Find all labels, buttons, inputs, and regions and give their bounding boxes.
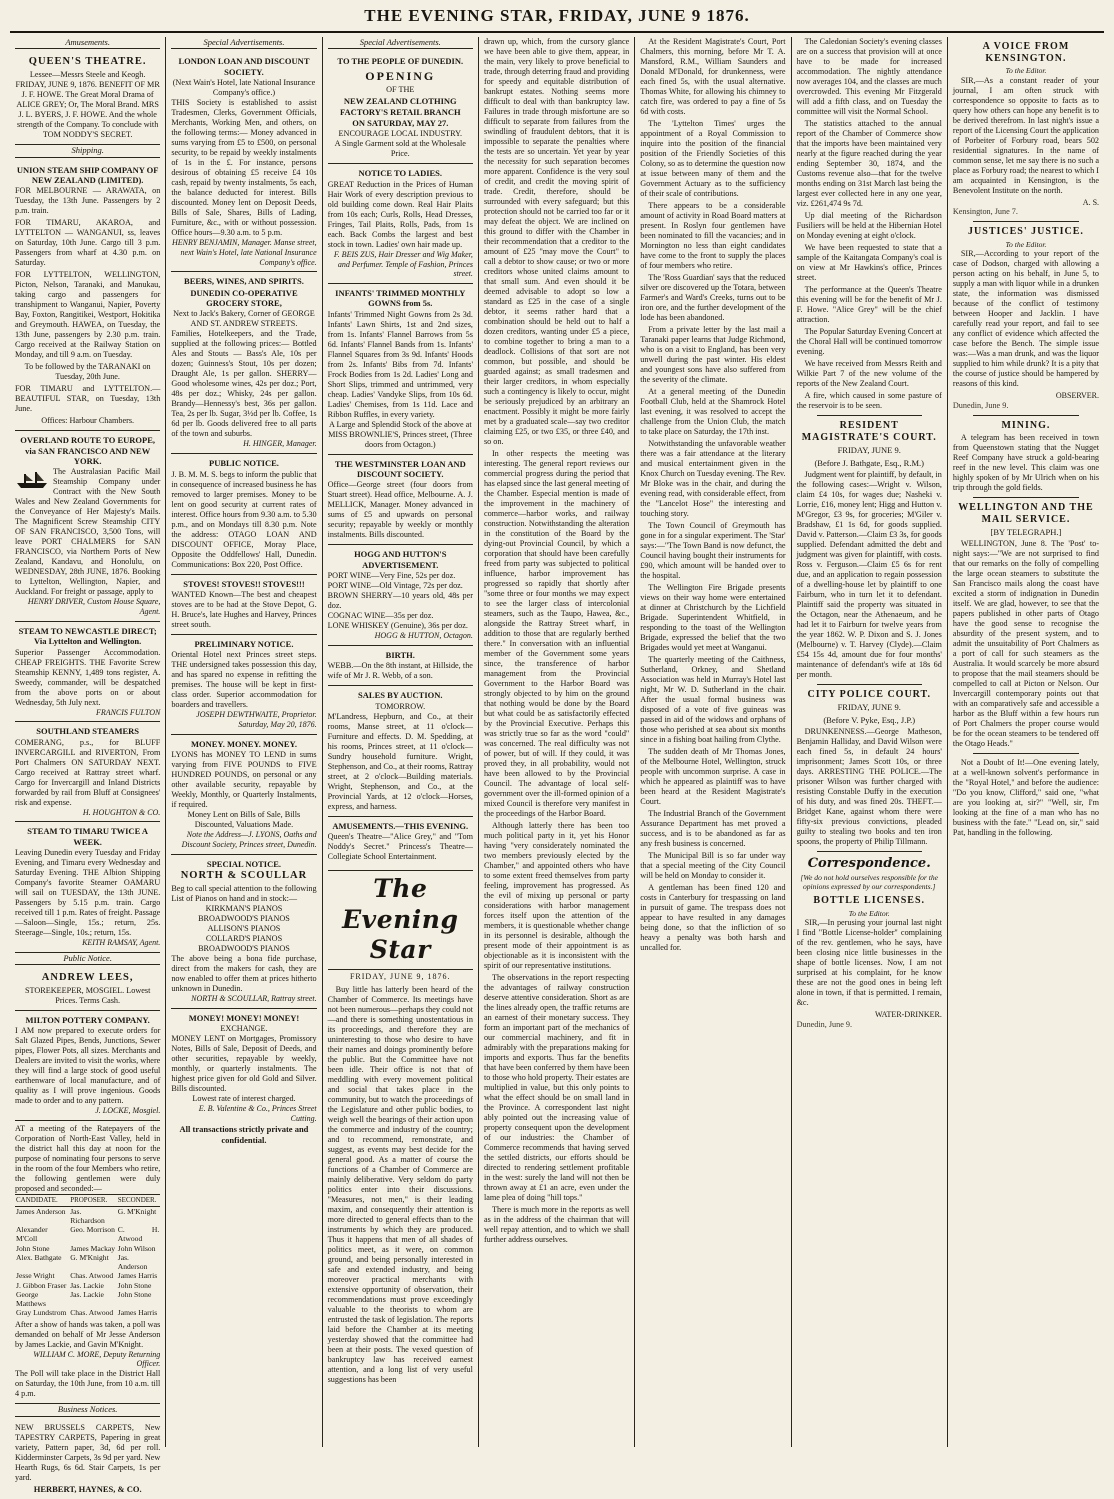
- ad-body: MONEY LENT on Mortgages, Promissory Notes, Bills of Sale, Deposit of Deeds, and other securities, repayable by weekly, monthly, or quarterly instalments. The highest price given for old Gold and Silver. Bills discounted.: [171, 1033, 317, 1093]
- ad-body: NEW ZEALAND CLOTHING FACTORY'S RETAIL BRANCH: [339, 96, 461, 117]
- letter-to: To the Editor.: [1005, 239, 1047, 249]
- news-item: At the Resident Magistrate's Court, Port Chalmers, this morning, before Mr T. A. Mansford, R.M., William Saunders and Donald M'Donald, for drunkenness, were each fined 5s, with the usual alternative. Thomas White, for allowing his chimney to catch fire, was ordered to pay a fine of 5s 6d with costs.: [640, 37, 786, 116]
- pianos-ad: [171, 855, 316, 1009]
- table-cell: C. H. Atwood: [117, 1225, 160, 1244]
- table-row: [15, 1225, 160, 1244]
- ad-title: TO THE PEOPLE OF DUNEDIN.: [337, 56, 464, 67]
- ladies-ad: [328, 164, 473, 284]
- ad-title: AMUSEMENTS.—THIS EVENING.: [332, 820, 469, 831]
- ad-body: Leaving Dunedin every Tuesday and Friday Evening, and Timaru every Wednesday and Saturday Evening. THE Albion Shipping Company's favorite Steamer OAMARU will sail on TUESDAY, the 13th JUNE. Passengers by 5.15 p.m. train. Cargo received till 1 p.m. Rates of freight. Passage—Saloon—Single, 15s.; return, 25s. Steerage—Single, 10s.; return, 15s.: [15, 848, 161, 938]
- letter-date: Dunedin, June 9.: [952, 400, 1009, 410]
- table-cell: G. M'Knight: [117, 1206, 157, 1216]
- ad-title: ANDREW LEES,: [41, 972, 134, 984]
- clothing-factory-ad: [328, 52, 473, 164]
- ad-body: ON SATURDAY, MAY 27.: [352, 118, 449, 129]
- court-before: (Before V. Pyke, Esq., J.P.): [823, 714, 916, 725]
- grocery-ad: [171, 272, 316, 454]
- news-item: A telegram has been received in town from Queenstown stating that the Nugget Reef Company have struck a gold-bearing reef in the new level. This claim was one highly spoken of by Mr Ulrich when on his trip through the gold fields.: [952, 432, 1100, 492]
- ad-body: M'Landress, Hepburn, and Co., at their rooms, Manse street, at 11 o'clock—Furniture and effects. D. M. Spedding, at his rooms, Princes street, at 11 o'clock—Sundry household furniture. Wright, Stephenson, and Co., at their rooms, Rattray street, at 2 o'clock—Building materials. Wright, Stephenson, and Co., at the Provincial Yards, at 12 o'clock—Horses, express, and harness.: [327, 711, 473, 811]
- section-header: Special Advertisements.: [171, 37, 316, 49]
- union-steam-ad: [15, 161, 160, 432]
- column-6: [792, 37, 948, 1447]
- table-cell: George Matthews: [16, 1289, 46, 1309]
- table-cell: Jas. Lackie: [70, 1280, 104, 1290]
- ad-title: STEAM TO TIMARU TWICE A WEEK.: [27, 826, 149, 847]
- ad-body: Oriental Hotel next Princes street steps. THE undersigned takes possession this day, and has spared no expense in refitting the premises. The house will be kept in first-class order. Superior accommodation for boarders and travellers.: [171, 650, 317, 710]
- public-notice-ad: [171, 454, 316, 574]
- court-heading: RESIDENT MAGISTRATE'S COURT.: [801, 420, 937, 444]
- ad-signature: FRANCIS FULTON: [95, 707, 161, 717]
- ad-title: THE WESTMINSTER LOAN AND DISCOUNT SOCIETY.: [334, 458, 466, 480]
- news-item: The 'Ross Guardian' says that the reduced silver ore discovered up the Totara, between Farmer's and Ward's Creeks, turns out to be iron ore, and the further development of the lode has been abandoned.: [640, 273, 786, 322]
- column-7: [948, 37, 1104, 1447]
- table-cell: John Stone: [16, 1243, 50, 1253]
- ad-body: Offices: Harbour Chambers.: [41, 416, 135, 426]
- masthead: [10, 6, 1104, 33]
- ad-body: After a show of hands was taken, a poll was demanded on behalf of Mr Jesse Anderson by James Lackie, and Gavin M'Knight.: [15, 1319, 161, 1349]
- column-3: [323, 37, 479, 1447]
- table-row: [15, 1308, 160, 1317]
- amusements-notice: [328, 817, 473, 866]
- divider: [973, 753, 1079, 754]
- divider: [973, 221, 1079, 222]
- stoves-ad: [171, 575, 316, 635]
- ad-signature: H. HOUGHTON & CO.: [82, 807, 161, 817]
- ratepayers-notice: [15, 1121, 160, 1404]
- ad-body: WEBB.—On the 8th instant, at Hillside, the wife of Mr J. R. Webb, of a son.: [327, 661, 473, 681]
- news-item: WELLINGTON, June 8. The 'Post' to-night says:—"We are not surprised to find that our remarks on the folly of compelling the large ocean steamers to substitute the San Francisco mails along the coast have excited a storm of indignation in Dunedin itself. We are glad, however, to see that the papers published in other parts of Otago have the good sense to recognise the absurdity of the present system, and to admit the unsuitability of Port Chalmers as a port of call for such steamers as the Australia. It would scarcely be more absurd to propose that the mail steamers should be compelled to call at Picton or Nelson. Our Invercargill contemporary points out that with an comparatively safe and accessible a harbor as the Bluff within a few hours run of Port Chalmers the proper course would be for the ocean steamers to be tendered off the Otago Heads.": [952, 539, 1100, 749]
- ad-body: STOREKEEPER, MOSGIEL. Lowest Prices. Terms Cash.: [24, 986, 151, 1006]
- letter-heading: A VOICE FROM KENSINGTON.: [982, 41, 1070, 65]
- news-item: Not a Doubt of It!—One evening lately, at a well-known solvent's performance in the "Royal Hotel," and before the audience: "Do you know, Clifford," said one, "what are you looking at, sir?" "Well, sir, I'm looking at the fine of a man who has no business with the fate." "Lead on, sir," said Pat, handling in the following.: [952, 758, 1100, 838]
- table-cell: Jas. Anderson: [117, 1252, 148, 1272]
- ad-body: I AM now prepared to execute orders for Salt Glazed Pipes, Bends, Junctions, Sewer pipes, Flower Pots, all sizes. Merchants and Dealers are invited to visit the works, where they will find a large stock of good useful earthenware of local manufacture, and of quality as I will prove ingenious. Goods made to order and to any pattern.: [15, 1026, 161, 1106]
- ad-signature: HENRY BENJAMIN, Manager. Manse street, next Wain's Hotel, late National Insurance Company's office.: [171, 238, 317, 267]
- ad-title: SPECIAL NOTICE.: [206, 858, 282, 869]
- hogg-hutton-ad: [328, 545, 473, 645]
- mining-heading: MINING.: [1001, 419, 1051, 431]
- ad-signature: JOSEPH DEWTHWAITE, Proprietor. Saturday, May 20, 1876.: [196, 710, 317, 729]
- ad-signature: NORTH & SCOULLAR, Rattray street.: [191, 993, 317, 1003]
- list-item: KIRKMAN'S PIANOS: [205, 903, 283, 913]
- preliminary-notice-ad: [171, 635, 316, 735]
- letter-signature: A. S.: [1082, 197, 1100, 207]
- letter-signature: OBSERVER.: [1055, 390, 1100, 400]
- divider: [817, 415, 922, 416]
- ad-body: ENCOURAGE LOCAL INDUSTRY.: [338, 129, 463, 139]
- birth-notice: [328, 646, 473, 686]
- section-header: Business Notices.: [15, 1404, 160, 1416]
- table-row: [15, 1253, 160, 1272]
- ad-body: FOR TIMARU, AKAROA, and LYTTELTON — WANGANUI, ss, leaves on Saturday, 10th June. Cargo till 3 p.m. Passengers from wharf at 4.30 p.m. on Saturday.: [15, 218, 161, 268]
- table-row: [15, 1206, 160, 1225]
- table-cell: Jas. Richardson: [70, 1206, 105, 1225]
- list-item: COLLARD'S PIANOS: [205, 933, 283, 943]
- court-before: (Before J. Bathgate, Esq., R.M.): [814, 457, 924, 468]
- ad-signature: HOGG & HUTTON, Octagon.: [374, 631, 473, 641]
- news-item: The Municipal Bill is so far under way that a special meeting of the City Council will be held on Monday to consider it.: [640, 851, 786, 880]
- table-cell: Alex. Bathgate: [16, 1252, 62, 1262]
- news-item: The Wellington Fire Brigade presents views on their way home were entertained at dinner at Christchurch by the Lichfield Brigade. Superintendent Whitfield, in responding to the toast of the Wellington Brigade, expressed the belief that the two Brigades would yet meet at Wanganui.: [640, 583, 786, 652]
- list-item: LONE WHISKEY (Genuine), 36s per doz.: [327, 621, 468, 631]
- ad-body: J. B. M. M. S. begs to inform the public that in consequence of increased business he has removed to larger premises. Money to be lent on good security at current rates of interest. Office hours from 9.30 a.m. to 5.30 p.m., and on Mondays till 8.30 p.m. Note the address: OTAGO LOAN AND DISCOUNT OFFICE, Moray Place, Opposite the Oddfellows' Hall, Dunedin. Communications: Box 220, Post Office.: [171, 469, 317, 569]
- column-4: [479, 37, 635, 1447]
- ad-body: NEW BRUSSELS CARPETS, New TAPESTRY CARPETS, Papering in great variety, Pattern paper, 3d, 6d per roll. Kidderminster Carpets, 3s 9d per yard. New Hearth Rugs, 6s 6d. Stair Carpets, 1s per yard.: [15, 1422, 161, 1482]
- ad-signature: KEITH RAMSAY, Agent.: [82, 938, 161, 948]
- letter-heading: JUSTICES' JUSTICE.: [968, 226, 1084, 238]
- ad-signature: HENRY DRIVER, Custom House Square, Agent.: [27, 597, 161, 617]
- list-item: COGNAC WINE—35s per doz.: [327, 611, 434, 621]
- ad-body: FOR TIMARU and LYTTELTON.— BEAUTIFUL STAR, on Tuesday, 13th June.: [15, 384, 161, 414]
- ad-title: NORTH & SCOULLAR: [180, 869, 308, 881]
- section-header: Shipping.: [15, 145, 160, 157]
- table-row: [15, 1271, 160, 1280]
- news-item: The performance at the Queen's Theatre this evening will be for the benefit of Mr J. F. Howe. "Alice Grey" will be the chief attraction.: [796, 285, 942, 324]
- court-date: FRIDAY, JUNE 9.: [837, 445, 901, 456]
- timaru-week-ad: [15, 822, 160, 952]
- list-item: PORT WINE—Old Vintage, 72s per doz.: [327, 581, 463, 591]
- money2-ad: [171, 1009, 316, 1151]
- columns: [10, 37, 1104, 1494]
- ad-title: OVERLAND ROUTE TO EUROPE, via SAN FRANCISCO AND NEW YORK.: [20, 435, 156, 466]
- ad-title: INFANTS' TRIMMED MONTHLY GOWNS from 5s.: [335, 288, 466, 309]
- table-header: SECONDER.: [117, 1195, 161, 1207]
- table-cell: James Harris: [117, 1271, 158, 1281]
- divider: [817, 684, 922, 685]
- court-report: DRUNKENNESS.—George Matheson, Benjamin Halliday, and David Wilson were each fined 5s, in default 24 hours' imprisonment; James Scott 10s, or three days. ARRESTING THE POLICE.—The prisoner Wilson was further charged with resisting Constable Duffy in the execution of his duty, and was fined 20s. THEFT.—Bridget Kane, against whom there were fifty-six previous convictions, pleaded guilty to stealing two books and ten iron spoons, the property of Philip Tillmann.: [796, 727, 942, 846]
- article-paragraph: Although latterly there has been too much political party in it, yet his Honor having "very considerately nominated the two members previously elected by the Chamber," and appointed others who have to some extent freed themselves from party feeling, improvement has progressed. As the evil of mixing up personal or party considerations with harbor management forces itself upon the attention of the members, it is questionable whether change in its personnel is desirable, although the present mode of their appointment is as objectionable as it is inconsistent with the spirit of our representative institutions.: [483, 821, 630, 970]
- news-item: There appears to be a considerable amount of activity in Road Board matters at present. In Roslyn four gentlemen have been nominated to fill the vacancies; and in Mornington no less than eight candidates have come to the front to supply the places of four members who retire.: [640, 201, 786, 270]
- ad-body: Next to Jack's Bakery, Corner of GEORGE AND ST. ANDREW STREETS.: [173, 309, 315, 329]
- news-item: Up dial meeting of the Richardson Fusiliers will be held at the Hibernian Hotel on Monday evening at eight o'clock.: [796, 211, 942, 240]
- ad-title: SOUTHLAND STEAMERS: [36, 726, 140, 737]
- news-item: The statistics attached to the annual report of the Chamber of Commerce show that the imports have been maintained very nearly at the figure reached during the year ending September 30, 1874, and the Customs revenue also—that for the twelve months ending on 31st March last being the largest ever collected here in any one year, viz. £261,474 9s 7d.: [796, 119, 942, 208]
- ad-title: LONDON LOAN AND DISCOUNT SOCIETY.: [178, 56, 310, 77]
- letter-heading: BOTTLE LICENSES.: [813, 895, 926, 907]
- list-item: PORT WINE—Very Fine, 52s per doz.: [327, 571, 456, 581]
- letter-signature: WATER-DRINKER.: [874, 1009, 942, 1019]
- dateline: FRIDAY, JUNE 9, 1876.: [349, 971, 451, 981]
- ad-body: Lessee—Messrs Steele and Keogh. FRIDAY, JUNE 9, 1876. BENEFIT OF MR J. F. HOWE. The Great Moral Drama of ALICE GREY; Or, The Moral Brand. MRS J. L. BYERS, J. F. HOWE. And the whole strength of the Company. To conclude with TOM NODDY'S SECRET.: [15, 70, 160, 140]
- ad-signature: F. BEIS ZUS, Hair Dresser and Wig Maker, and Perfumer. Temple of Fashion, Princes street.: [333, 249, 473, 279]
- newspaper-nameplate: The Evening Star: [328, 870, 473, 970]
- table-header: CANDIDATE.: [15, 1195, 69, 1207]
- article-paragraph: Buy little has latterly been heard of the Chamber of Commerce. Its meetings have not been numerous—perhaps they could not—and there is something unostentatious in its proceedings, and therefore they are uninteresting to those who desire to have their names and doings prominently before the public. But the Committee have not been idle. Their office is not that of meddling with every movement political and social that takes place in the community, but to watch the proceedings of the Legislature and other public bodies, to weigh well the bearings of their action upon the commerce and industry of the country; and to recommend, remonstrate, and suggest, as events may best decide for the general good. As a matter of course the functions of a Chamber of Commerce are mainly deliberative. Very seldom do party politics enter into their discussions. "Measures, not men," is their leading maxim, and consequently their attention is more directed to general effects than to the instruments by which they are produced. Thus it happens that men of all shades of politics meet, as it were, on common ground, and being personally interested in safe and extended industry, and being moreover practical merchants with extensive opportunity of observation, their recommendations must prove exceedingly valuable to the theorists to whom are entrusted the task of legislation. The reports laid before the Chamber at its meeting yesterday showed that the committee had been at their posts. The vexed question of bankruptcy law has received earnest attention, and a long list of very useful suggestions has been: [327, 985, 473, 1385]
- ad-body: Money Lent on Bills of Sale, Bills Discounted, Valuations Made.: [187, 810, 301, 830]
- pottery-ad: [15, 1011, 160, 1121]
- ad-body: LYONS has MONEY TO LEND in sums varying from FIVE POUNDS to FIVE HUNDRED POUNDS, on personal or any other available security, repayable by Weekly, Monthly, or Quarterly Instalments, if required.: [171, 750, 317, 810]
- ad-title: MILTON POTTERY COMPANY.: [25, 1015, 150, 1026]
- ad-title: OPENING: [365, 68, 436, 83]
- table-cell: Alexander M'Coll: [16, 1225, 48, 1244]
- westminster-ad: [328, 455, 473, 546]
- news-item: Notwithstanding the unfavorable weather there was a fair attendance at the literary and musical entertainment given in the Knox Church on Tuesday evening. The Rev. Mr Bloke was in the chair, and during the evening read, with considerable effect, from the "Lancelot Hose" the interesting and touching story.: [640, 439, 786, 518]
- table-cell: Gray Lundstrom: [16, 1308, 67, 1318]
- table-cell: G. M'Knight: [70, 1252, 109, 1262]
- ad-body: TOMORROW.: [375, 701, 426, 711]
- table-row: [15, 1244, 160, 1253]
- letter-body: SIR,—According to your report of the case of Dodson, charged with allowing a person acting on his behalf, in June 5, to supply a man with liquor while in a drunken state, the information was dismissed because of the conflict of testimony between Hooper and Jacklin. I have carefully read your report, and fail to see any conflict of evidence which affected the case before the Bench. The simple issue was:—Was a man drunk, and was the liquor supplied to him while drunk? It is a pity that the course of justice should be hampered by reasons of this kind.: [952, 248, 1100, 388]
- ad-title: PRELIMINARY NOTICE.: [194, 638, 294, 649]
- ad-title: BIRTH.: [385, 649, 415, 660]
- ad-body: Lowest rate of interest charged.: [192, 1093, 296, 1103]
- ad-body: OF THE: [386, 85, 415, 95]
- section-header: Public Notice.: [15, 953, 160, 965]
- ad-body: EXCHANGE.: [220, 1023, 268, 1033]
- article-paragraph: In other respects the meeting was interesting. The general report reviews our commercial progress during the period that has elapsed since the last general meeting of the Chamber. Especial mention is made of the improvement in the machinery of commerce—harbor works, and railway construction. Notwithstanding the alteration in the constitution of the Board by the dying-out Provincial Council, by which a corporation that should have been carefully freed from party was subjected to political influence, harbor improvement has progressed so rapidly that shortly after "some three or four months we may expect to see the larger class of intercolonial steamers, such as the Taupo, Hawea, &c., alongside the Rattray Street wharf, in addition to those that are regularly berthed there." In conversation with an influential member of the Government some years since, the transference of harbor management from the Provincial Government to the Harbor Board was strongly objected to by him on the ground that nothing would be done by the Board but what could be as satisfactorily effected by the Provincial Executive. Perhaps this was strictly true so far as the word "could" was concerned. The real difficulty was not of power, but of will. If they could, it was proved they, in all probability, would not have been allowed to by the Provincial Council. The advantage of local self-government over the ill-formed opinion of a mixed Council is therefore very manifest in the proceedings of the Harbor Board.: [483, 449, 630, 818]
- divider: [817, 851, 922, 852]
- correspondence-note: [We do not hold ourselves responsible for the opinions expressed by our correspondents.]: [800, 872, 939, 892]
- ad-body: Office—George street (four doors from Stuart street). Head office, Melbourne. A. J. MELLICK, Manager. Money advanced in sums of £5 and upwards on personal security; repayable by weekly or monthly instalments. Bills discounted.: [327, 480, 473, 540]
- ad-signature: WILLIAM C. MORE, Deputy Returning Officer.: [33, 1349, 161, 1369]
- list-item: BROADWOOD'S PIANOS: [198, 913, 290, 923]
- masthead-title: THE EVENING STAR, FRIDAY, JUNE 9 1876.: [364, 6, 750, 25]
- telegraph-note: [BY TELEGRAPH.]: [990, 527, 1062, 538]
- ship-icon: [15, 469, 49, 489]
- article-paragraph: drawn up, which, from the cursory glance we have been able to give them, appear, in the main, very likely to prove beneficial to trade, through deterring fraud and providing for speedy and equitable distribution of bankrupt estates. Nothing seems more difficult to deal with than bankruptcy law. Failures in trade through misfortune are so difficult to separate from failures from the swindling of fraudulent debtors, that it is impossible to separate the penalties where the tests are so uncertain. Yet year by year the necessity for such separation becomes more apparent. Confidence is the very soul of credit, and credit the moving spirit of trade. Credit, therefore, should be surrounded with every safeguard; but this protection should not be carried too far or it may defeat the object. We are inclined on this ground to differ with the Chamber in their recommendation that a creditor to the amount of £25 "may move the Court" to call a debtor to show cause; or two or more creditors whose united claims amount to that small sum. And even should it be deemed advisable to adopt so low a standard as £25 in the case of a single debtor, it seems rather hard that a combination should be held out to half a dozen creditors, wanting under £5 a piece, to combine together to bring a man to a deadlock. Collisions of that sort are not common, but possible, and should be guarded against; as small tradesmen and their larger creditors, in whom especially such a contingency is likely to occur, might be seriously prejudiced by an arbitrary an enactment. Possibly it might be more fairly met by a graduated scale—say two creditor claiming £25, or two £35, or three £40, and so on.: [483, 37, 630, 446]
- article-paragraph: The observations in the report respecting the advantages of railway construction deserve attentive consideration. Short as are the lines already open, the traffic returns are an earnest of their monetary success. They form an important part of the mechanics of our commercial machinery, and fit in admirably with the preparations making for imports and exports. Thus far the benefits that have been conferred by them have been to those who hold property. Their estates are multiplied in value, but this only points to what the effect should be on small land in the Province. A correspondent last night ably pointed out the increasing value of property consequent upon the development of our industries: the Chamber of Commerce recommends that having served the settled districts, our efforts should be directed to rendering settlement profitable in the west: surely the land will not then be thrown away at £1 an acre, even under the lame plea of doing "hill tops.": [483, 973, 630, 1202]
- ad-body: The above being a bona fide purchase, direct from the makers for cash, they are now enabled to offer them at prices hitherto unknown in Dunedin.: [171, 953, 317, 993]
- ad-body: COMERANG, p.s., for BLUFF INVERCARGILL and RIVERTON, From Port Chalmers ON SATURDAY NEXT. Cargo received at Rattray street wharf. Cargo for Invercargill and Inland Districts forwarded by rail from Bluff at Consignees' risk and expense.: [15, 737, 161, 807]
- ad-title: STEAM TO NEWCASTLE DIRECT; Via Lyttelton and Wellington.: [18, 625, 157, 647]
- loan-ad: [171, 52, 316, 272]
- letter-date: Kensington, June 7.: [952, 207, 1018, 217]
- correspondence-heading: Correspondence.: [807, 856, 931, 871]
- money-ad: [171, 735, 316, 855]
- table-cell: James Harris: [117, 1308, 158, 1318]
- table-cell: Jesse Wright: [16, 1271, 55, 1281]
- news-item: The Caledonian Society's evening classes are on a success that provision will at once have to be made for increased accommodation. The nightly attendance now averages 104, and the classes are much overcrowded. This evening Mr Fitzgerald will add a fifth class, and on Tuesday the committee will visit the Normal School.: [796, 37, 942, 116]
- letter-date: Dunedin, June 9.: [796, 1019, 853, 1029]
- ad-title: STOVES! STOVES!! STOVES!!!: [183, 578, 305, 589]
- news-item: The 'Lyttelton Times' urges the appointment of a Royal Commission to inquire into the position of the financial position of the Friendly Societies of this Colony, so as to determine the question now at issue between many of them and the Government Actuary as to the sufficiency of their scale of contributions.: [640, 119, 786, 198]
- column-2: [166, 37, 322, 1447]
- southland-ad: [15, 722, 160, 822]
- news-item: The quarterly meeting of the Caithness, Sutherland, Orkney, and Shetland Association was held in Murray's Hotel last night, Mr W. D. Sutherland in the chair. After the usual formal business was disposed of a vote of five guineas was passed in aid of the widows and orphans of those who perished at sea about six months since in a fishing boat hailing from Clythe.: [640, 655, 786, 744]
- table-cell: James Anderson: [16, 1206, 66, 1216]
- ad-title: SALES BY AUCTION.: [358, 690, 443, 701]
- ad-signature: Note the Address—J. LYONS, Oaths and Discount Society, Princes street, Dunedin.: [181, 830, 317, 849]
- ad-body: Queen's Theatre—"Alice Grey," and "Tom Noddy's Secret." Princess's Theatre—Collegiate School Entertainment.: [327, 832, 473, 862]
- newcastle-ad: [15, 622, 160, 722]
- ad-body: Infants' Trimmed Night Gowns from 2s 3d. Infants' Lawn Shirts, 1st and 2nd sizes, from 1s. Infants' Flannel Barrows from 5s 6d. Infants' Flannel Bands from 1s. Infants' Flannel Squares from 3s 9d. Infants' Hoods from 2s. Infants' Bibs from 7d. Infants' Frock Bodies from 1s 2d. Ladies' Long and Short Slips, trimmed and untrimmed, very cheap. Ladies' Vandyke Slips, from 10s 6d. Ladies' Chemises, from 1s 11d. Lace and Ribbon Ruffles, in every variety.: [327, 309, 473, 419]
- ad-body: All transactions strictly private and confidential.: [179, 1124, 309, 1145]
- ad-body: WANTED Known—The best and cheapest stoves are to be had at the Stove Depot, G. H. Bruce's, late Hughes and Harvey, Princes street south.: [171, 589, 317, 629]
- ad-signature: E. B. Valentine & Co., Princes Street Cutting.: [198, 1103, 317, 1123]
- ad-title: MONEY! MONEY! MONEY!: [188, 1012, 300, 1023]
- letter-to: To the Editor.: [1005, 66, 1047, 76]
- divider: [973, 415, 1079, 416]
- news-item: A gentleman has been fined 120 and costs in Canterbury for trespassing on land in pursuit of game. The trespass does not appear to have resulted in any damages being done, so that the infliction of so heavy a penalty was both harsh and uncalled for.: [640, 883, 786, 952]
- table-row: [15, 1290, 160, 1309]
- column-1: [10, 37, 166, 1494]
- letter-to: To the Editor.: [848, 908, 890, 918]
- ad-title: QUEEN'S THEATRE.: [28, 56, 147, 68]
- news-item: We have received from Messrs Reith and Wilkie Part 7 of the new volume of the reports of the New Zealand Court.: [796, 359, 942, 388]
- ad-body: A Large and Splendid Stock of the above at MISS BROWNLIE'S, Princes street, (Three doors from Octagon.): [328, 419, 473, 449]
- table-cell: Geo. Morrison: [70, 1225, 115, 1235]
- lees-ad: [15, 968, 160, 1011]
- ad-body: A Single Garment sold at the Wholesale Price.: [334, 139, 466, 159]
- ad-title: UNION STEAM SHIP COMPANY OF NEW ZEALAND (LIMITED).: [16, 164, 159, 185]
- ad-body: GREAT Reduction in the Prices of Human Hair Work of every description previous to old building come down. Real Hair Plaits from 10s each; Curls, Rolls, Head Dresses, Fringes, Tail Plaits, Rolls, Pads, from 1s each. Back Combs the largest and best stock in town. Ladies' own hair made up.: [327, 179, 473, 249]
- news-item: From a private letter by the last mail a Taranaki paper learns that Judge Richmond, who is on a visit to England, has been very unwell during the past winter. His eldest and youngest sons have also suffered from the severity of the climate.: [640, 325, 786, 384]
- news-item: The sudden death of Mr Thomas Jones, of the Melbourne Hotel, Wellington, struck people with uncommon surprise. A case in which he appeared as plaintiff was to have been heard at the Resident Magistrate's Court.: [640, 747, 786, 806]
- article-paragraph: There is much more in the reports as well as in the address of the chairman that will well repay attention, and to which we shall further address ourselves.: [483, 1205, 630, 1244]
- court-heading: CITY POLICE COURT.: [807, 689, 931, 701]
- section-header: Amusements.: [15, 37, 160, 49]
- news-item: We have been requested to state that a sample of the Kaitangata Company's coal is on view at Mr Hawkins's office, Princes street.: [796, 243, 942, 282]
- court-date: FRIDAY, JUNE 9.: [837, 702, 901, 713]
- ad-title: BEERS, WINES, AND SPIRITS.: [184, 276, 304, 287]
- ad-signature: J. LOCKE, Mosgiel.: [95, 1106, 161, 1116]
- news-item: The Popular Saturday Evening Concert at the Choral Hall will be continued tomorrow evening.: [796, 327, 942, 356]
- ad-body: FOR LYTTELTON, WELLINGTON, Picton, Nelson, Taranaki, and Manukau, taking cargo and passengers for transhipment to Wanganui, Napier, Poverty Bay, Foxton, Rangitikei, Westport, Hokitika and Greymouth. HAWEA, on Tuesday, the 13th June, passengers by 2.30 p.m. train. Cargo received at the Railway Station on Monday, and till 9 a.m. on Tuesday.: [15, 270, 161, 360]
- table-cell: J. Gibbon Fraser: [16, 1280, 67, 1290]
- section-header: Special Advertisements.: [328, 37, 473, 49]
- list-item: ALLISON'S PIANOS: [207, 923, 281, 933]
- candidates-table: [15, 1194, 160, 1318]
- list-item: BROADWOOD'S PIANOS: [198, 943, 290, 953]
- letter-body: SIR,—As a constant reader of your journal, I am often struck with correspondence so opposite to facts as to query how others can hope any benefit is to be derived therefrom. In last night's issue a report of the Licensing Court the application of Porbeiter of Forbury road, bears 502 residential signatures. In the name of common sense, let me say there is no such a place as Forbury road; the nearest to which I am acquainted in Kensington, is the Benevolent Institute on the north.: [952, 75, 1100, 195]
- millinery-ad: [328, 284, 473, 455]
- ad-title: DUNEDIN CO-OPERATIVE GROCERY STORE,: [190, 287, 298, 309]
- court-report: Judgment went for plaintiff, by default, in the following cases:—Wright v. Wilson, claim £4 10s, for wages due; Nasheki v. Lorrie, £16, money lent; Higg and Hutton v. M'Gregor, £3 9s, for groceries; M'Giler v. Bradshaw, £1 1s 6d, for goods supplied. David v. Patterson.—Claim £3 3s, for goods supplied. Defendant admitted the debt and judgment was given for plaintiff, with costs. Ross v. Ferguson.—Claim £5 6s for rent due, and an application to regain possession of a dwelling-house let by plaintiff to one Fairburn, who in turn let it to defendant. Plaintiff said the property was situated in the Octagon, near the Athenaeum, and he had let it to Fairburn for twelve years from the year 1862. W. P. Dixon and S. J. Jones (Melbourne) v. T. Harvey (Clyde).—Claim £54 15s 4d, amount due for four months' maintenance of defendant's wife at 18s 6d per month.: [796, 470, 942, 680]
- table-cell: Chas. Atwood: [70, 1308, 114, 1318]
- ad-body: Superior Passenger Accommodation. CHEAP FREIGHTS. THE Favorite Screw Steamship KENNY, 1,489 tons register, A. Sweedy, commander, will be despatched from the above ports on or about Wednesday, 5th July next.: [15, 647, 161, 707]
- news-item: The Industrial Branch of the Government Assurance Department has met proved a success, and is to be abandoned as far as any fresh business is concerned.: [640, 809, 786, 848]
- theatre-ad: [15, 52, 160, 145]
- ad-body: THIS Society is established to assist Tradesmen, Clerks, Government Officials, Merchants, Working Men, and others, on the following terms:— Money advanced in sums varying from £5 to £500, on personal security, to be repaid by weekly instalments of 1s in the £. For instance, persons desirous of obtaining £5 receive £4 10s cash, repaid by twenty instalments, 5s each, the balance deducted for interest. Bills discounted. Money lent on Deposit Deeds, Bills of Sale, Shares, Bills of Lading, Furniture, &c., with or without possession. Office hours—9.30 a.m. to 5 p.m.: [171, 98, 317, 238]
- ad-body: Beg to call special attention to the following List of Pianos on hand and in stock:—: [171, 883, 317, 903]
- table-cell: John Stone: [117, 1280, 152, 1290]
- ad-signature: H. HINGER, Manager.: [243, 439, 317, 449]
- ad-title: PUBLIC NOTICE.: [209, 458, 279, 469]
- ad-body: Families, Hotelkeepers, and the Trade, supplied at the following prices:— Bottled Ales and Stouts — Bass's Ale, 10s per dozen; Guinness's Stout, 10s per dozen; Draught Ale, 1s per gallon. SHERRY—Good wholesome wines, 42s per doz.; Port, 48s per doz.; Whisky, 24s per gallon. Brandy—Hennessy's best, 36s per gallon. Tea, 2s per lb. Sugar, 3½d per lb. Coffee, 1s 6d per lb. Goods delivered free to all parts of the town and suburbs.: [171, 329, 317, 439]
- table-header: PROPOSER.: [69, 1195, 117, 1207]
- ad-body: FOR MELBOURNE — ARAWATA, on Tuesday, the 13th June. Passengers by 2 p.m. train.: [15, 186, 161, 216]
- table-cell: John Stone: [117, 1289, 152, 1299]
- sales-notice: [328, 686, 473, 816]
- ad-signature: HERBERT, HAYNES, & CO.: [33, 1483, 142, 1494]
- divider: [973, 497, 1079, 498]
- ad-body: (Next Wain's Hotel, late National Insurance Company's office.): [172, 78, 316, 98]
- table-cell: Jas. Lackie: [70, 1289, 104, 1299]
- ad-title: HOGG AND HUTTON'S ADVERTISEMENT.: [354, 549, 447, 570]
- carpets-ad: [15, 1420, 160, 1499]
- column-5: [635, 37, 791, 1447]
- table-row: [15, 1281, 160, 1290]
- letter-body: SIR,—In perusing your journal last night I find "Bottle License-holder" complaining of the rev. gentlemen, who he says, have been closing nice little businesses in the shape of bottle licenses. Now, I am not surprised at his complaint, for he know these are not the good ones in being left alone in town, if that is permitted. I remain, &c.: [796, 917, 942, 1007]
- ad-body: AT a meeting of the Ratepayers of the Corporation of North-East Valley, held in the district hall this day at noon for the purpose of nominating four persons to serve in the room of the four Members who retire, the following gentlemen were duly proposed and seconded:—: [15, 1124, 161, 1194]
- news-item: A fire, which caused in some pasture of the reservoir is to be seen.: [796, 391, 942, 410]
- table-cell: Chas. Atwood: [70, 1271, 114, 1281]
- ad-body: The Australasian Pacific Mail Steamship Company under Contract with the New South Wales and New Zealand Governments for the Conveyance of Her Majesty's Mails. The Magnificent Screw Steamship CITY OF SAN FRANCISCO, 3,500 Tons, will leave PORT CHALMERS for SAN FRANCISCO, via Northern Ports of New Zealand, Kandavu, and Honolulu, on WEDNESDAY, 28th JUNE, 1876. Booking to Lyttelton, Wellington, Napier, and Auckland. For freight or passage, apply to: [15, 467, 161, 597]
- ad-body: The Poll will take place in the District Hall on Saturday, the 10th June, from 10 a.m. till 4 p.m.: [15, 1369, 161, 1399]
- ad-title: MONEY. MONEY. MONEY.: [190, 738, 297, 749]
- list-item: BROWN SHERRY—10 years old, 48s per doz.: [327, 591, 473, 611]
- news-item: The Town Council of Greymouth has gone in for a singular experiment. The 'Star' says:—"The Town Band is now defunct, the Council having bought their instruments for £90, which amount will be handed over to the hospital.: [640, 521, 786, 580]
- table-cell: John Wilson: [117, 1243, 156, 1253]
- table-cell: James Mackay: [70, 1243, 116, 1253]
- overland-route-ad: [15, 431, 160, 622]
- news-item: At a general meeting of the Dunedin Football Club, held at the Shamrock Hotel last evening, it was resolved to accept the challenge from the Union Club, the match to take place on Saturday, the 17th inst.: [640, 387, 786, 436]
- mail-service-heading: WELLINGTON AND THE MAIL SERVICE.: [958, 501, 1094, 525]
- ad-body: To be followed by the TARANAKI on Tuesday, 20th June.: [24, 362, 151, 382]
- ad-title: NOTICE TO LADIES.: [358, 168, 443, 179]
